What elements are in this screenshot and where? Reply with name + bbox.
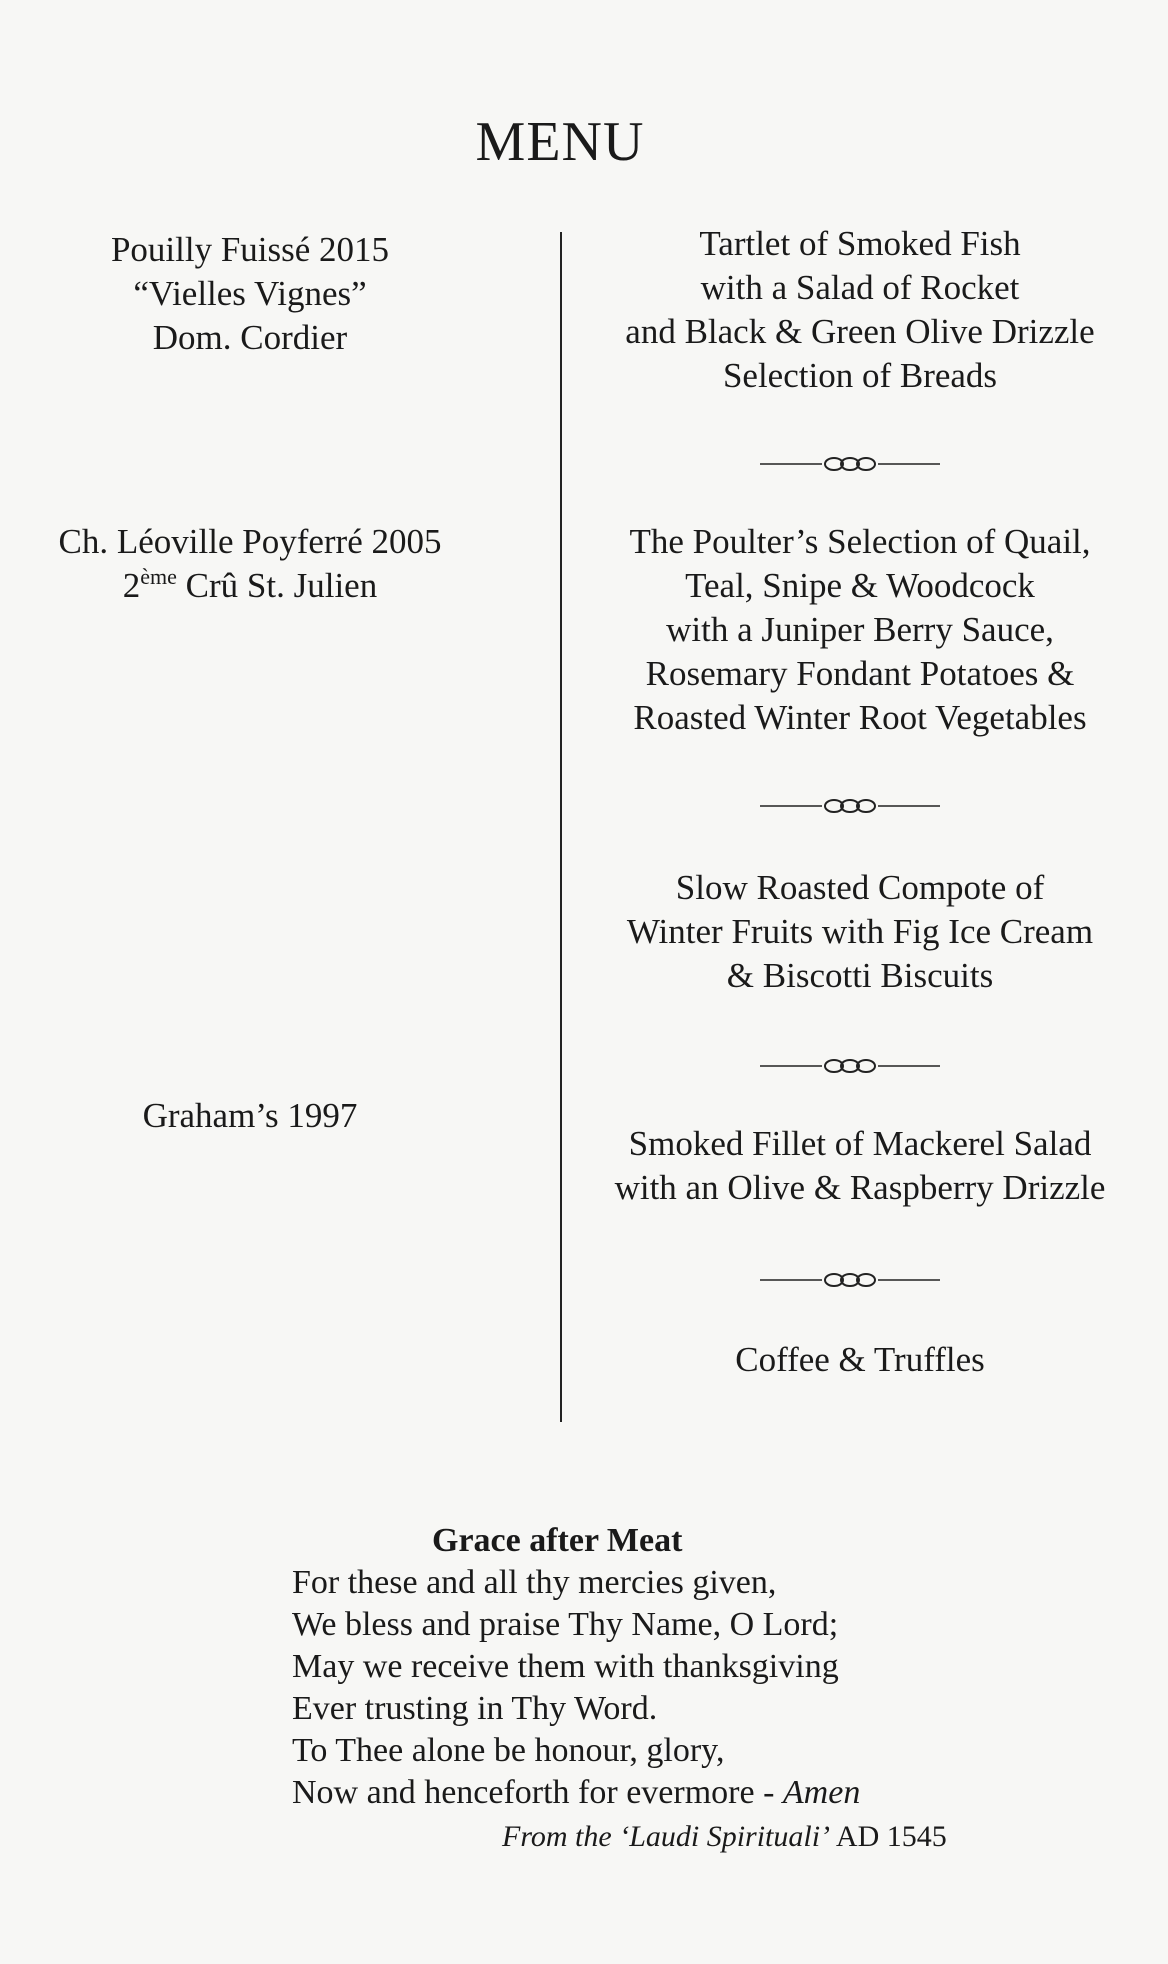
amen-text: Amen [782, 1774, 861, 1811]
flourish-divider [760, 1268, 940, 1292]
flourish-divider [760, 452, 940, 476]
course-line: The Poulter’s Selection of Quail, [629, 522, 1091, 561]
grace-source [292, 1816, 1052, 1858]
wine-line: Dom. Cordier [152, 318, 348, 357]
grace-block [292, 1520, 1052, 1858]
course-line: Winter Fruits with Fig Ice Cream [626, 912, 1094, 951]
wine-ordinal: 2 [122, 566, 141, 605]
course-5 [580, 1338, 1140, 1382]
grace-heading: Grace after Meat [432, 1522, 683, 1559]
wine-line: Graham’s 1997 [142, 1096, 358, 1135]
course-line: Rosemary Fondant Potatoes & [645, 654, 1075, 693]
course-line: with an Olive & Raspberry Drizzle [614, 1168, 1106, 1207]
course-line: Roasted Winter Root Vegetables [633, 698, 1087, 737]
grace-line: We bless and praise Thy Name, O Lord; [292, 1606, 839, 1643]
course-line: Tartlet of Smoked Fish [699, 224, 1021, 263]
course-line: with a Juniper Berry Sauce, [666, 610, 1054, 649]
grace-line: Now and henceforth for evermore - [292, 1774, 783, 1811]
course-line: Teal, Snipe & Woodcock [685, 566, 1035, 605]
wine-ordinal-suffix: ème [140, 564, 177, 589]
course-2 [580, 520, 1140, 740]
grace-line: Ever trusting in Thy Word. [292, 1690, 658, 1727]
column-divider [560, 232, 562, 1422]
course-line: and Black & Green Olive Drizzle [625, 312, 1095, 351]
course-4 [580, 1122, 1140, 1210]
course-line: Smoked Fillet of Mackerel Salad [628, 1124, 1092, 1163]
course-line: with a Salad of Rocket [700, 268, 1020, 307]
grace-line-final [292, 1772, 1052, 1814]
wine-line: “Vielles Vignes” [133, 274, 367, 313]
menu-title: MENU [475, 111, 645, 173]
flourish-divider [760, 794, 940, 818]
course-line: Slow Roasted Compote of [675, 868, 1045, 907]
course-line: Coffee & Truffles [735, 1340, 985, 1379]
wine-line [0, 564, 500, 608]
flourish-divider [760, 1054, 940, 1078]
course-line: & Biscotti Biscuits [726, 956, 994, 995]
source-year: AD 1545 [830, 1820, 947, 1853]
grace-line: To Thee alone be honour, glory, [292, 1732, 725, 1769]
wine-1 [0, 228, 500, 360]
grace-line: For these and all thy mercies given, [292, 1564, 777, 1601]
wine-2 [0, 520, 500, 608]
wine-3 [0, 1094, 500, 1138]
wine-line: Ch. Léoville Poyferré 2005 [58, 522, 442, 561]
wine-line: Pouilly Fuissé 2015 [110, 230, 390, 269]
course-1 [580, 222, 1140, 398]
wine-appellation: Crû St. Julien [176, 566, 378, 605]
source-title: From the ‘Laudi Spirituali’ [502, 1820, 831, 1853]
grace-line: May we receive them with thanksgiving [292, 1648, 839, 1685]
course-line: Selection of Breads [722, 356, 998, 395]
course-3 [580, 866, 1140, 998]
